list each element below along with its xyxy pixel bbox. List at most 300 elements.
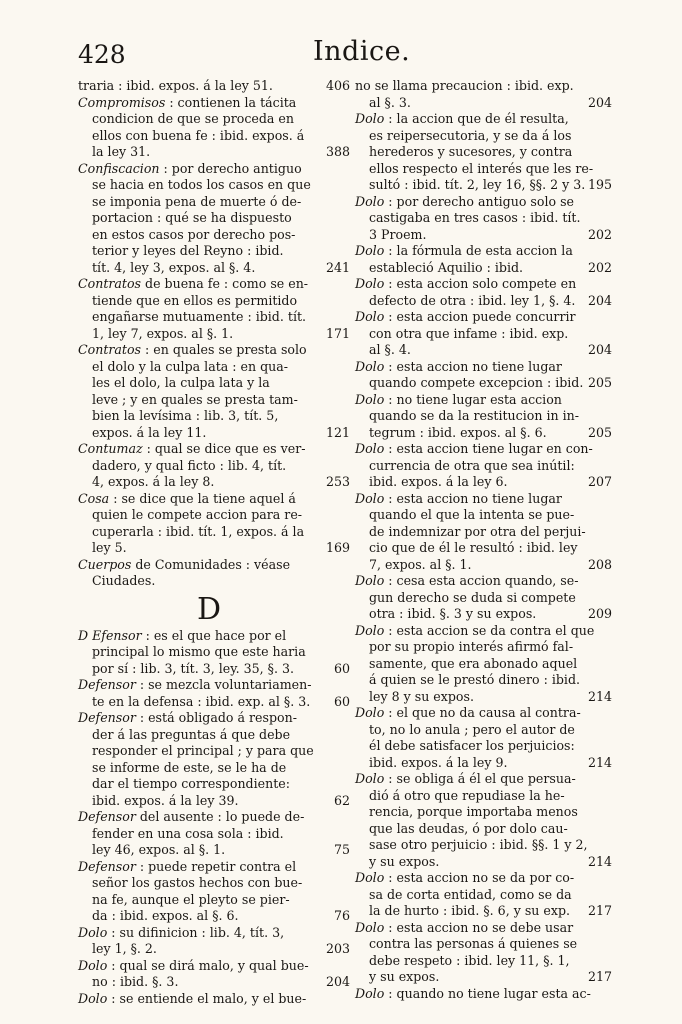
entry-text: principal lo mismo que este haria: [92, 644, 306, 659]
index-entry: [78, 441, 350, 491]
entry-line: [78, 359, 340, 376]
entry-page-ref: 217: [587, 969, 612, 984]
entry-headword: Defensor: [78, 858, 136, 874]
entry-line: [78, 557, 340, 574]
entry-headword: Dolo: [355, 391, 385, 407]
entry-text: : se entiende el malo, y el bue-: [107, 990, 307, 1006]
entry-text: ibid. expos. á la ley 39.: [92, 792, 239, 808]
entry-headword: Defensor: [78, 710, 136, 725]
entry-text: : qual se dice que es ver-: [142, 441, 306, 456]
entry-text: quando se da la restitucion in in-: [369, 408, 579, 423]
entry-text: : qual se dirá malo, y qual bue-: [107, 957, 309, 973]
entry-headword: Dolo: [355, 276, 385, 291]
entry-line: [355, 177, 612, 194]
index-entry: [355, 870, 612, 920]
entry-headword: Cuerpos: [78, 556, 132, 572]
entry-page-ref: 171: [325, 325, 350, 341]
entry-line: [78, 425, 340, 442]
entry-line: [78, 161, 340, 178]
entry-text: terior y leyes del Reyno : ibid.: [92, 243, 284, 258]
entry-line: [78, 793, 340, 810]
entry-line: [355, 722, 612, 739]
entry-text: él debe satisfacer los perjuicios:: [369, 738, 575, 753]
entry-line: [78, 111, 340, 128]
index-entry: [355, 441, 612, 491]
entry-text: : por derecho antiguo: [159, 160, 302, 176]
entry-text: ibid. expos. á la ley 9.: [369, 754, 508, 770]
entry-line: [355, 425, 612, 442]
entry-page-ref: 60: [333, 660, 350, 676]
index-entry: [355, 243, 612, 276]
entry-line: [355, 309, 612, 326]
entry-page-ref: 204: [587, 342, 612, 357]
entry-text: : en quales se presta solo: [141, 342, 307, 357]
entry-headword: Dolo: [355, 985, 385, 1001]
entry-page-ref: 209: [587, 606, 612, 621]
entry-page-ref: 169: [325, 540, 350, 555]
entry-text: á quien se le prestó dinero : ibid.: [369, 672, 581, 687]
entry-text: : esta accion solo compete en: [384, 276, 577, 291]
entry-line: [78, 260, 340, 277]
entry-line: [78, 974, 340, 991]
entry-line: [355, 243, 612, 260]
entry-line: [355, 606, 612, 623]
index-entry: [355, 194, 612, 244]
entry-text: condicion de que se proceda en: [92, 111, 294, 126]
entry-text: : el que no da causa al contra-: [384, 705, 581, 720]
entry-line: [78, 408, 340, 425]
entry-headword: Defensor: [78, 677, 136, 692]
index-entry: [78, 957, 350, 991]
entry-line: [355, 441, 612, 458]
entry-text: por sí : lib. 3, tít. 3, ley. 35, §. 3.: [92, 660, 295, 676]
entry-text: expos. á la ley 11.: [92, 424, 207, 440]
entry-text: al §. 3.: [369, 94, 411, 110]
entry-line: [355, 903, 612, 920]
entry-line: [355, 128, 612, 145]
entry-text: na fe, aunque el pleyto se pier-: [92, 891, 290, 907]
entry-line: [355, 161, 612, 178]
entry-line: [78, 743, 340, 760]
entry-headword: Dolo: [355, 358, 385, 374]
entry-text: : esta accion se da contra el que: [384, 622, 595, 638]
entry-page-ref: 60: [333, 693, 350, 709]
entry-page-ref: 214: [587, 688, 612, 704]
entry-text: no se llama precaucion : ibid. exp.: [355, 78, 574, 93]
entry-headword: Dolo: [355, 705, 385, 720]
entry-line: [78, 276, 340, 293]
entry-line: [78, 128, 340, 145]
entry-line: [355, 953, 612, 970]
entry-line: [355, 210, 612, 227]
entry-line: [78, 628, 340, 645]
entry-line: [78, 309, 340, 326]
entry-line: [78, 644, 340, 661]
entry-text: : se dice que la tiene aquel á: [109, 490, 296, 506]
entry-line: [355, 623, 612, 640]
entry-line: [78, 227, 340, 244]
entry-text: estableció Aquilio : ibid.: [369, 259, 524, 275]
left-entries: [78, 78, 350, 590]
entry-headword: Cosa: [78, 490, 110, 506]
index-entry: [355, 573, 612, 623]
entry-line: [355, 557, 612, 574]
entry-headword: Dolo: [355, 622, 385, 638]
left-d-entries: [78, 627, 350, 1008]
index-entry: [355, 392, 612, 442]
entry-text: : esta accion puede concurrir: [384, 309, 576, 324]
entry-line: [78, 892, 340, 909]
entry-text: : se obliga á él el que persua-: [384, 771, 576, 786]
entry-line: [355, 804, 612, 821]
index-entry: [78, 710, 350, 809]
entry-page-ref: 214: [587, 754, 612, 770]
entry-line: [355, 573, 612, 590]
entry-line: [78, 710, 340, 727]
index-entry: [78, 858, 350, 925]
entry-text: se imponia pena de muerte ó de-: [92, 193, 302, 209]
entry-line: [78, 293, 340, 310]
entry-text: : la accion que de él resulta,: [384, 111, 569, 126]
entry-line: [78, 842, 340, 859]
index-entry: [355, 78, 612, 111]
entry-line: [78, 392, 340, 409]
entry-text: currencia de otra que sea inútil:: [369, 457, 575, 473]
entry-text: bien la levísima : lib. 3, tít. 5,: [92, 408, 279, 423]
entry-line: [78, 941, 340, 958]
entry-text: dar el tiempo correspondiente:: [92, 776, 290, 791]
entry-text: samente, que era abonado aquel: [369, 655, 578, 671]
index-entry: [355, 986, 612, 1003]
entry-text: tiende que en ellos es permitido: [92, 292, 298, 308]
index-entry: [78, 78, 350, 95]
entry-line: [355, 540, 612, 557]
entry-line: [78, 776, 340, 793]
entry-text: traria : ibid. expos. á la ley 51.: [78, 78, 273, 93]
entry-line: [355, 854, 612, 871]
entry-text: dadero, y qual ficto : lib. 4, tít.: [92, 457, 287, 473]
entry-line: [78, 95, 340, 112]
entry-text: sase otro perjuicio : ibid. §§. 1 y 2,: [369, 837, 588, 852]
entry-line: [355, 392, 612, 409]
index-entry: [78, 94, 350, 161]
entry-line: [78, 441, 340, 458]
entry-line: [355, 276, 612, 293]
entry-line: [355, 887, 612, 904]
entry-page-ref: 204: [587, 292, 612, 308]
entry-text: quando el que la intenta se pue-: [369, 507, 575, 522]
entry-line: [78, 194, 340, 211]
entry-text: ellos con buena fe : ibid. expos. á: [92, 127, 305, 143]
entry-text: debe respeto : ibid. ley 11, §. 1,: [369, 952, 570, 968]
entry-text: cuperarla : ibid. tít. 1, expos. á la: [92, 523, 305, 539]
entry-line: [355, 507, 612, 524]
entry-line: [355, 78, 612, 95]
entry-line: [78, 144, 340, 161]
entry-page-ref: 195: [587, 177, 612, 192]
entry-line: [78, 524, 340, 541]
entry-page-ref: 207: [587, 474, 612, 489]
entry-page-ref: 388: [325, 144, 350, 159]
entry-text: el dolo y la culpa lata : en qua-: [92, 358, 289, 374]
entry-text: 7, expos. al §. 1.: [369, 556, 472, 572]
entry-line: [78, 243, 340, 260]
entry-page-ref: 202: [587, 226, 612, 242]
entry-line: [355, 936, 612, 953]
entry-line: [78, 859, 340, 876]
entry-text: : esta accion no se debe usar: [384, 919, 574, 935]
entry-text: se hacia en todos los casos en que: [92, 177, 311, 192]
entry-line: [355, 491, 612, 508]
right-column: [355, 78, 612, 1002]
entry-text: sa de corta entidad, como se da: [369, 886, 572, 902]
entry-line: [355, 870, 612, 887]
entry-text: 1, ley 7, expos. al §. 1.: [92, 325, 234, 341]
entry-text: tegrum : ibid. expos. al §. 6.: [369, 424, 547, 440]
entry-page-ref: 76: [333, 908, 350, 923]
entry-page-ref: 208: [587, 556, 612, 572]
entry-text: ley 5.: [92, 540, 127, 555]
entry-text: y su expos.: [369, 969, 440, 984]
left-column: [78, 78, 350, 1007]
entry-line: [78, 826, 340, 843]
entry-text: : es el que hace por el: [141, 627, 287, 643]
entry-line: [355, 111, 612, 128]
entry-line: [78, 694, 340, 711]
index-entry: [355, 359, 612, 392]
entry-page-ref: 406: [325, 78, 350, 93]
entry-text: contra las personas á quienes se: [369, 936, 578, 951]
entry-line: [78, 177, 340, 194]
entry-text: se informe de este, se le ha de: [92, 759, 287, 775]
index-entry: [78, 160, 350, 277]
entry-line: [355, 705, 612, 722]
entry-page-ref: 214: [587, 853, 612, 869]
entry-headword: Contumaz: [78, 441, 143, 456]
entry-text: de Comunidades : véase: [131, 556, 291, 572]
index-entry: [355, 111, 612, 194]
entry-text: otra : ibid. §. 3 y su expos.: [369, 606, 537, 621]
page-title: Indice.: [313, 36, 411, 67]
entry-text: que las deudas, ó por dolo cau-: [369, 820, 568, 836]
entry-headword: Dolo: [355, 490, 385, 506]
entry-line: [78, 991, 340, 1008]
entry-page-ref: 203: [325, 941, 350, 956]
entry-text: responder el principal ; y para que: [92, 743, 314, 758]
entry-headword: Compromisos: [78, 94, 166, 110]
entry-line: [78, 809, 340, 826]
entry-line: [355, 837, 612, 854]
entry-text: : la fórmula de esta accion la: [384, 243, 573, 258]
entry-line: [355, 524, 612, 541]
entry-text: defecto de otra : ibid. ley 1, §. 4.: [369, 292, 576, 308]
entry-text: del ausente : lo puede de-: [135, 809, 305, 824]
entry-text: Ciudades.: [92, 573, 156, 588]
entry-text: dió á otro que repudiase la he-: [369, 787, 565, 803]
entry-headword: Contratos: [78, 342, 142, 357]
entry-text: cio que de él le resultó : ibid. ley: [369, 540, 578, 555]
entry-headword: Dolo: [78, 924, 108, 940]
entry-page-ref: 253: [325, 474, 350, 489]
entry-page-ref: 75: [333, 842, 350, 857]
entry-line: [78, 958, 340, 975]
entry-line: [355, 590, 612, 607]
entry-line: [355, 95, 612, 112]
entry-line: [355, 920, 612, 937]
entry-text: : puede repetir contra el: [135, 858, 297, 874]
entry-text: ibid. expos. á la ley 6.: [369, 474, 508, 489]
entry-text: es reipersecutoria, y se da á los: [369, 127, 572, 143]
entry-page-ref: 205: [587, 424, 612, 440]
entry-text: da : ibid. expos. al §. 6.: [92, 908, 239, 923]
entry-line: [78, 474, 340, 491]
entry-line: [78, 342, 340, 359]
entry-text: : esta accion tiene lugar en con-: [384, 441, 593, 456]
index-entry: [78, 342, 350, 441]
entry-text: : cesa esta accion quando, se-: [384, 573, 579, 588]
section-letter: D: [196, 591, 222, 627]
entry-line: [355, 755, 612, 772]
entry-line: [78, 458, 340, 475]
entry-text: portacion : qué se ha dispuesto: [92, 210, 292, 225]
entry-line: [355, 788, 612, 805]
entry-headword: Contratos: [78, 276, 142, 291]
entry-line: [78, 507, 340, 524]
entry-page-ref: 241: [325, 259, 350, 275]
index-entry: [78, 809, 350, 859]
entry-text: quando compete excepcion : ibid.: [369, 375, 584, 390]
index-entry: [78, 627, 350, 678]
entry-line: [355, 656, 612, 673]
entry-line: [355, 260, 612, 277]
entry-line: [78, 875, 340, 892]
entry-text: : quando no tiene lugar esta ac-: [384, 985, 591, 1001]
entry-text: sultó : ibid. tít. 2, ley 16, §§. 2 y 3.: [369, 177, 586, 192]
entry-line: [78, 78, 340, 95]
entry-text: de buena fe : como se en-: [141, 276, 309, 291]
entry-headword: Defensor: [78, 809, 136, 824]
entry-text: der á las preguntas á que debe: [92, 726, 291, 742]
entry-headword: Dolo: [355, 919, 385, 935]
entry-line: [355, 986, 612, 1003]
entry-line: [355, 227, 612, 244]
index-entry: [355, 309, 612, 359]
index-entry: [78, 276, 350, 342]
entry-text: ley 46, expos. al §. 1.: [92, 842, 226, 857]
entry-headword: Dolo: [355, 243, 385, 258]
entry-headword: Dolo: [355, 111, 385, 126]
entry-line: [355, 194, 612, 211]
entry-text: al §. 4.: [369, 342, 411, 357]
entry-text: la ley 31.: [92, 144, 151, 159]
entry-line: [355, 969, 612, 986]
index-entry: [78, 490, 350, 557]
entry-line: [355, 672, 612, 689]
entry-text: no : ibid. §. 3.: [92, 974, 179, 989]
entry-line: [355, 326, 612, 343]
entry-text: de indemnizar por otra del perjui-: [369, 523, 586, 539]
entry-headword: Dolo: [355, 193, 385, 209]
index-entry: [355, 771, 612, 870]
index-entry: [355, 705, 612, 771]
entry-text: tít. 4, ley 3, expos. al §. 4.: [92, 259, 256, 275]
entry-line: [355, 821, 612, 838]
entry-text: : contienen la tácita: [165, 94, 297, 110]
entry-text: y su expos.: [369, 853, 440, 869]
right-entries: [355, 78, 612, 1002]
entry-line: [355, 689, 612, 706]
entry-text: : esta accion no tiene lugar: [384, 358, 562, 374]
entry-headword: Dolo: [355, 309, 385, 324]
entry-line: [355, 359, 612, 376]
entry-text: leve ; y en quales se presta tam-: [92, 391, 298, 407]
entry-line: [78, 573, 340, 590]
index-entry: [355, 920, 612, 986]
index-entry: [355, 276, 612, 309]
entry-line: [355, 771, 612, 788]
entry-line: [78, 760, 340, 777]
entry-text: ley 1, §. 2.: [92, 941, 157, 956]
entry-headword: Dolo: [355, 573, 385, 588]
entry-line: [78, 908, 340, 925]
entry-headword: D Efensor: [78, 627, 142, 643]
entry-text: 4, expos. á la ley 8.: [92, 474, 215, 489]
entry-text: : está obligado á respon-: [135, 710, 297, 725]
entry-page-ref: 62: [333, 792, 350, 808]
entry-line: [78, 727, 340, 744]
entry-text: con otra que infame : ibid. exp.: [369, 325, 569, 341]
entry-text: engañarse mutuamente : ibid. tít.: [92, 309, 307, 324]
entry-line: [78, 540, 340, 557]
entry-text: la de hurto : ibid. §. 6, y su exp.: [369, 903, 571, 918]
entry-page-ref: 204: [587, 94, 612, 110]
entry-text: por su propio interés afirmó fal-: [369, 639, 574, 654]
entry-text: señor los gastos hechos con bue-: [92, 875, 303, 890]
entry-headword: Confiscacion: [78, 160, 160, 176]
entry-line: [78, 375, 340, 392]
entry-text: : no tiene lugar esta accion: [384, 391, 562, 407]
entry-line: [78, 210, 340, 227]
index-entry: [78, 991, 340, 1008]
entry-page-ref: 121: [325, 424, 350, 440]
entry-line: [78, 677, 340, 694]
entry-line: [355, 474, 612, 491]
index-entry: [78, 557, 340, 590]
entry-line: [78, 491, 340, 508]
entry-line: [355, 458, 612, 475]
entry-line: [355, 639, 612, 656]
entry-line: [355, 144, 612, 161]
entry-page-ref: 202: [587, 259, 612, 275]
entry-headword: Dolo: [78, 957, 108, 973]
entry-line: [355, 293, 612, 310]
entry-text: castigaba en tres casos : ibid. tít.: [369, 210, 581, 225]
entry-page-ref: 217: [587, 903, 612, 918]
entry-text: quien le compete accion para re-: [92, 507, 303, 522]
entry-line: [355, 342, 612, 359]
entry-text: : esta accion no se da por co-: [384, 870, 575, 885]
entry-page-ref: 205: [587, 375, 612, 390]
entry-text: les el dolo, la culpa lata y la: [92, 375, 270, 390]
index-entry: [78, 924, 350, 958]
entry-line: [355, 408, 612, 425]
entry-headword: Dolo: [355, 870, 385, 885]
entry-text: en estos casos por derecho pos-: [92, 226, 296, 242]
entry-text: ellos respecto el interés que les re-: [369, 160, 594, 176]
entry-text: gun derecho se duda si compete: [369, 589, 576, 605]
entry-line: [78, 925, 340, 942]
entry-line: [355, 375, 612, 392]
